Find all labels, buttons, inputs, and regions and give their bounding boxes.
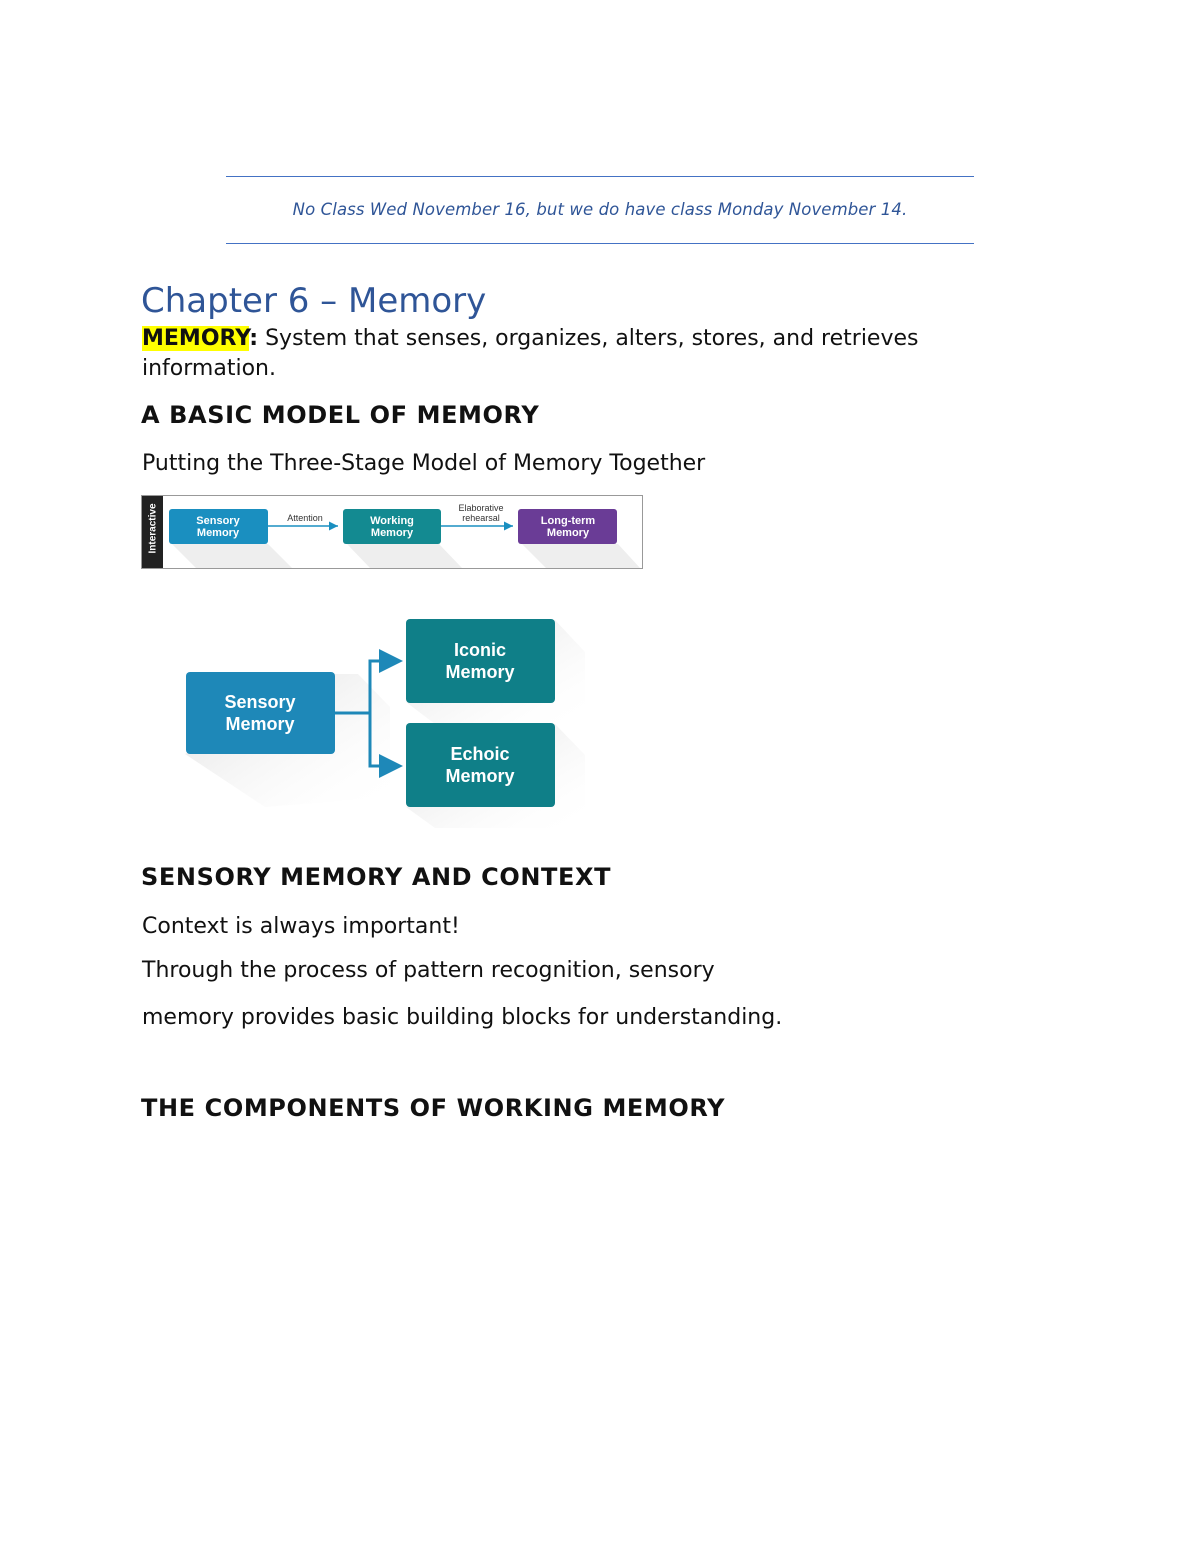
sensory-memory-box-line1: Sensory: [196, 515, 240, 527]
box-shadow: [522, 544, 640, 568]
iconic-box-line1: Iconic: [453, 640, 507, 660]
sensory-memory-source-box: [186, 672, 335, 754]
section-heading-basic-model: A BASIC MODEL OF MEMORY: [141, 401, 540, 429]
section-heading-sensory-context: SENSORY MEMORY AND CONTEXT: [141, 863, 612, 891]
three-stage-model-svg: [142, 496, 642, 568]
context-line-1: Context is always important!: [142, 914, 460, 939]
source-box-line2: Memory: [225, 714, 295, 734]
notice-banner: [226, 176, 974, 244]
definition-colon: :: [249, 326, 259, 351]
interactive-label-text: Interactive: [147, 503, 159, 554]
notice-text: No Class Wed November 16, but we do have class Monday November 14.: [292, 200, 908, 219]
working-memory-box-line1: Working: [370, 515, 414, 527]
elaborative-rehearsal-label-line1: Elaborative: [458, 503, 504, 513]
sensory-memory-branches-diagram: [180, 612, 600, 841]
long-term-memory-box-line1: Long-term: [540, 515, 596, 527]
section-subheading-three-stage: Putting the Three-Stage Model of Memory Together: [142, 451, 706, 476]
iconic-box-line2: Memory: [445, 662, 515, 682]
echoic-box-line2: Memory: [445, 766, 515, 786]
sensory-memory-branches-svg: [180, 612, 600, 837]
long-term-memory-box-line2: Memory: [546, 527, 590, 539]
three-stage-model-diagram: [141, 495, 643, 569]
source-box-line1: Sensory: [224, 692, 296, 712]
box-shadow: [347, 544, 462, 568]
sensory-memory-box-line2: Memory: [196, 527, 240, 539]
box-shadow: [172, 544, 292, 568]
definition-text: System that senses, organizes, alters, stores, and retrieves information.: [142, 326, 919, 381]
echoic-box-line1: Echoic: [450, 744, 510, 764]
elaborative-rehearsal-label-line2: rehearsal: [462, 513, 500, 523]
context-line-3: memory provides basic building blocks for understanding.: [142, 1005, 783, 1030]
memory-definition: [142, 324, 982, 384]
attention-label: Attention: [287, 513, 323, 523]
section-heading-working-memory: THE COMPONENTS OF WORKING MEMORY: [141, 1094, 726, 1122]
iconic-memory-box: [406, 619, 555, 703]
chapter-title: Chapter 6 – Memory: [141, 281, 487, 321]
working-memory-box-line2: Memory: [370, 527, 414, 539]
definition-term: MEMORY: [142, 326, 250, 351]
context-line-2: Through the process of pattern recognition, sensory: [142, 958, 715, 983]
echoic-memory-box: [406, 723, 555, 807]
